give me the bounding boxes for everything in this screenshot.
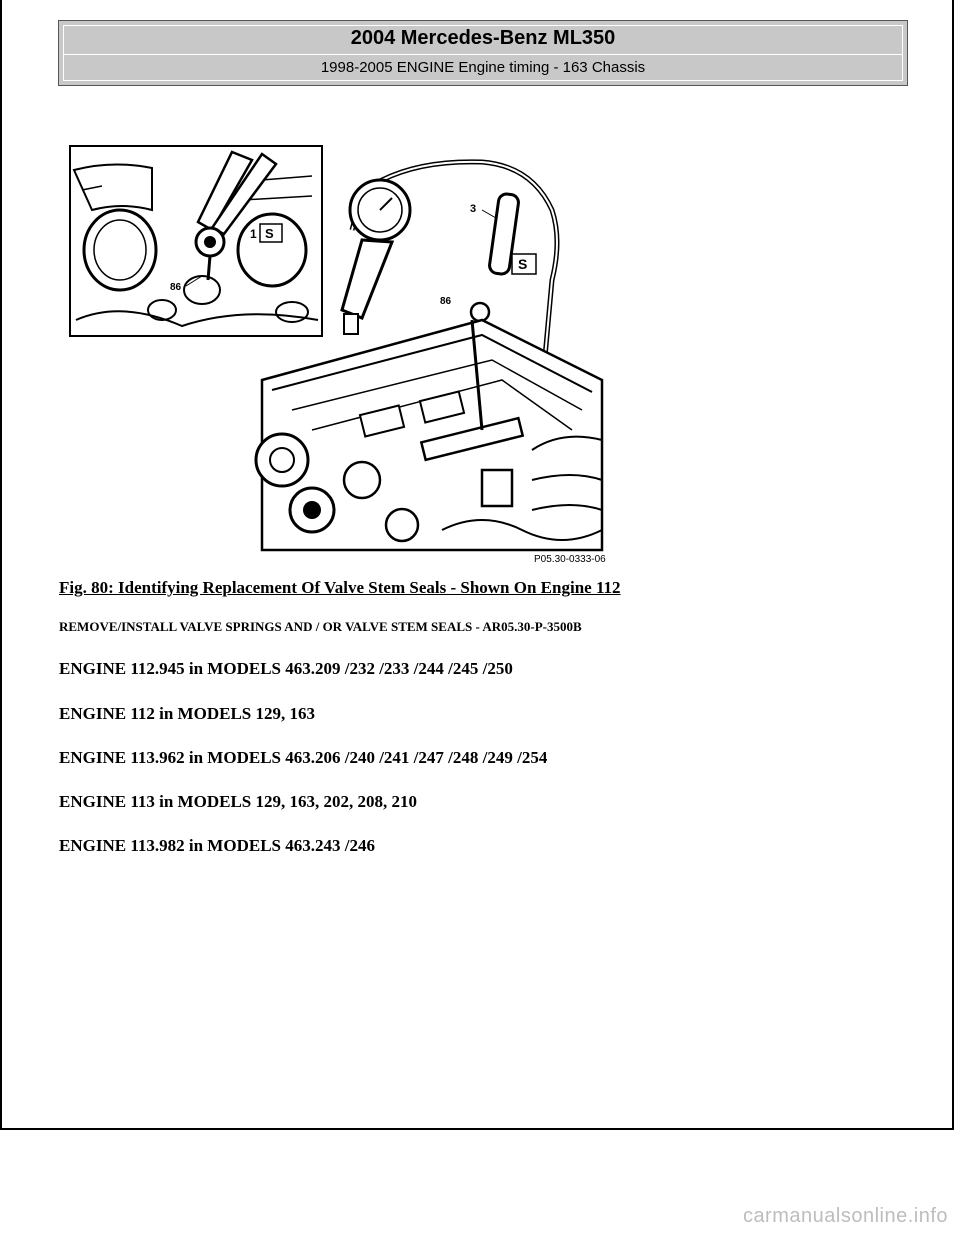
watermark: carmanualsonline.info	[742, 1205, 948, 1227]
header-title: 2004 Mercedes-Benz ML350	[350, 27, 616, 49]
procedure-heading: REMOVE/INSTALL VALVE SPRINGS AND / OR VALVE STEM SEALS - AR05.30-P-3500B	[59, 619, 582, 634]
figure-code: P05.30-0333-06	[534, 554, 606, 565]
document-header	[58, 20, 908, 86]
label-part-86-engine: 86	[440, 296, 452, 307]
engine-models-line-2: ENGINE 112 in MODELS 129, 163	[59, 704, 315, 723]
tool-3-adapter	[470, 193, 536, 275]
label-tool-1: 1	[250, 227, 257, 241]
tool-3-symbol: S	[518, 256, 528, 272]
tool-1-symbol: S	[265, 226, 274, 241]
figure-caption[interactable]: Fig. 80: Identifying Replacement Of Valve Stem Seals - Shown On Engine 112	[59, 578, 621, 597]
label-tool-3: 3	[470, 203, 477, 215]
engine-block	[256, 320, 602, 550]
inset-cylinder-head-detail	[70, 146, 322, 336]
engine-models-line-3: ENGINE 113.962 in MODELS 463.206 /240 /241 /247 /248 /249 /254	[59, 748, 548, 767]
header-subtitle: 1998-2005 ENGINE Engine timing - 163 Chassis	[320, 59, 646, 76]
page-frame-bottom-edge	[0, 1128, 952, 1130]
page-frame-left-edge	[0, 0, 2, 1130]
engine-models-line-4: ENGINE 113 in MODELS 129, 163, 202, 208, 210	[59, 792, 417, 811]
engine-models-line-5: ENGINE 113.982 in MODELS 463.243 /246	[59, 836, 375, 855]
header-divider	[63, 54, 903, 55]
valve-stem-seal-illustration	[62, 130, 622, 570]
label-part-86-inset: 86	[170, 282, 182, 293]
engine-models-line-1: ENGINE 112.945 in MODELS 463.209 /232 /233 /244 /245 /250	[59, 659, 513, 678]
